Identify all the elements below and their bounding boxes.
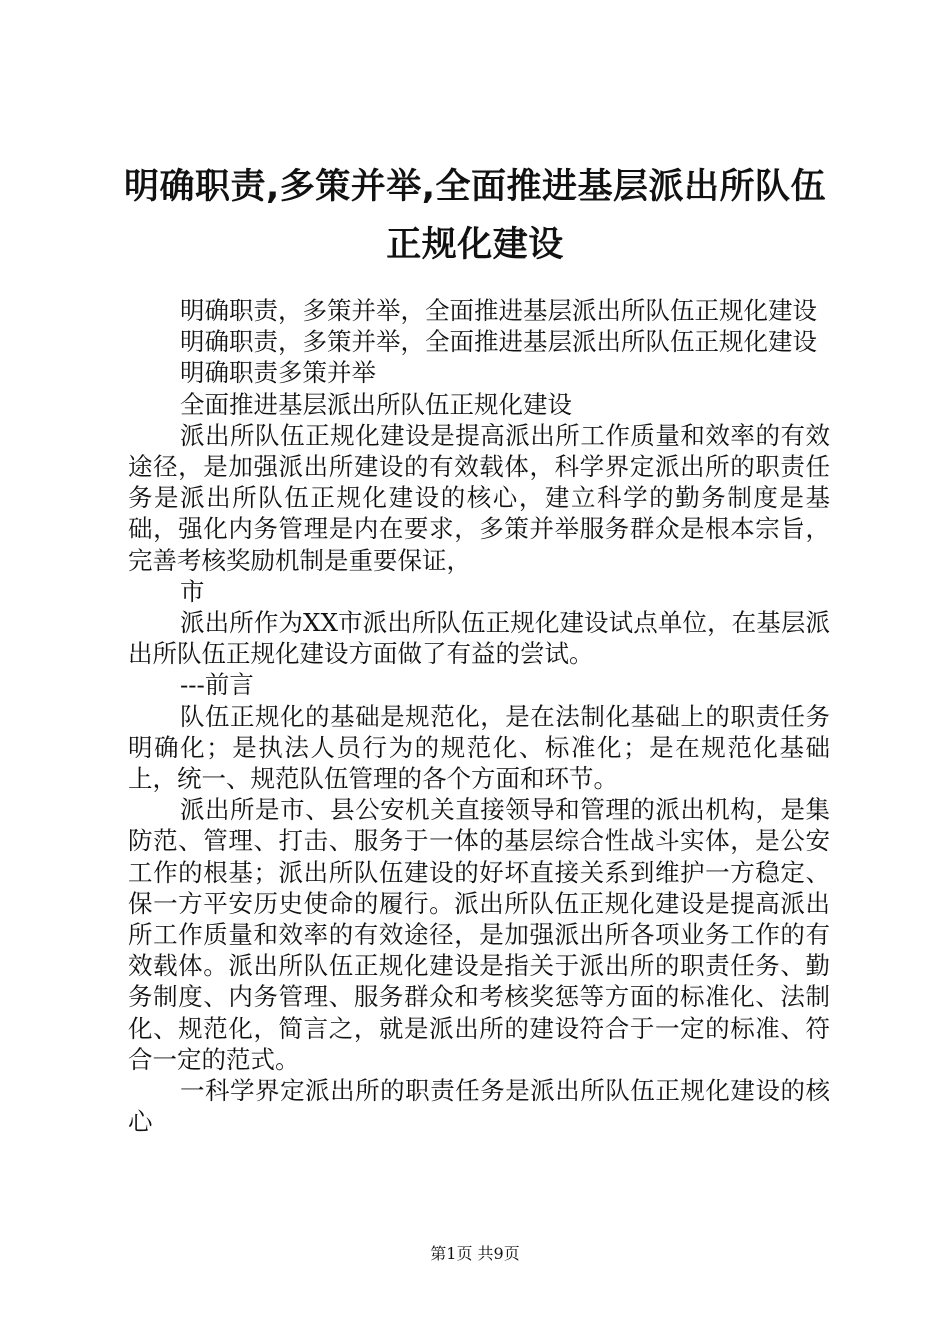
paragraph: 明确职责多策并举: [180, 358, 376, 388]
paragraph: ---前言: [180, 670, 254, 700]
paragraph: 全面推进基层派出所队伍正规化建设: [180, 389, 572, 419]
paragraph: 队伍正规化的基础是规范化，是在法制化基础上的职责任务明确化；是执法人员行为的规范化、标准化；是在规范化基础上，统一、规范队伍管理的各个方面和环节。: [128, 701, 830, 794]
page-footer: 第1页 共9页: [430, 1244, 520, 1263]
paragraph: 明确职责，多策并举，全面推进基层派出所队伍正规化建设: [180, 327, 817, 357]
paragraph: 派出所是市、县公安机关直接领导和管理的派出机构，是集防范、管理、打击、服务于一体的基层综合性战斗实体，是公安工作的根基；派出所队伍建设的好坏直接关系到维护一方稳定、保一方平安历史使命的履行。派出所队伍正规化建设是提高派出所工作质量和效率的有效途径，是加强派出所各项业务工作的有效载体。派出所队伍正规化建设是指关于派出所的职责任务、勤务制度、内务管理、服务群众和考核奖惩等方面的标准化、法制化、规范化，简言之，就是派出所的建设符合于一定的标准、符合一定的范式。: [128, 795, 830, 1074]
paragraph: 派出所作为XX市派出所队伍正规化建设试点单位，在基层派出所队伍正规化建设方面做了有益的尝试。: [128, 608, 830, 669]
paragraph: 一科学界定派出所的职责任务是派出所队伍正规化建设的核心: [128, 1076, 830, 1137]
document-title: 明确职责,多策并举,全面推进基层派出所队伍正规化建设: [123, 167, 827, 265]
paragraph: 明确职责，多策并举，全面推进基层派出所队伍正规化建设: [180, 296, 817, 325]
document-body: [128, 295, 830, 1137]
paragraph: 派出所队伍正规化建设是提高派出所工作质量和效率的有效途径，是加强派出所建设的有效载体，科学界定派出所的职责任务是派出所队伍正规化建设的核心，建立科学的勤务制度是基础，强化内务管理是内在要求，多策并举服务群众是根本宗旨，完善考核奖励机制是重要保证，: [128, 420, 830, 575]
paragraph: 市: [180, 576, 205, 606]
